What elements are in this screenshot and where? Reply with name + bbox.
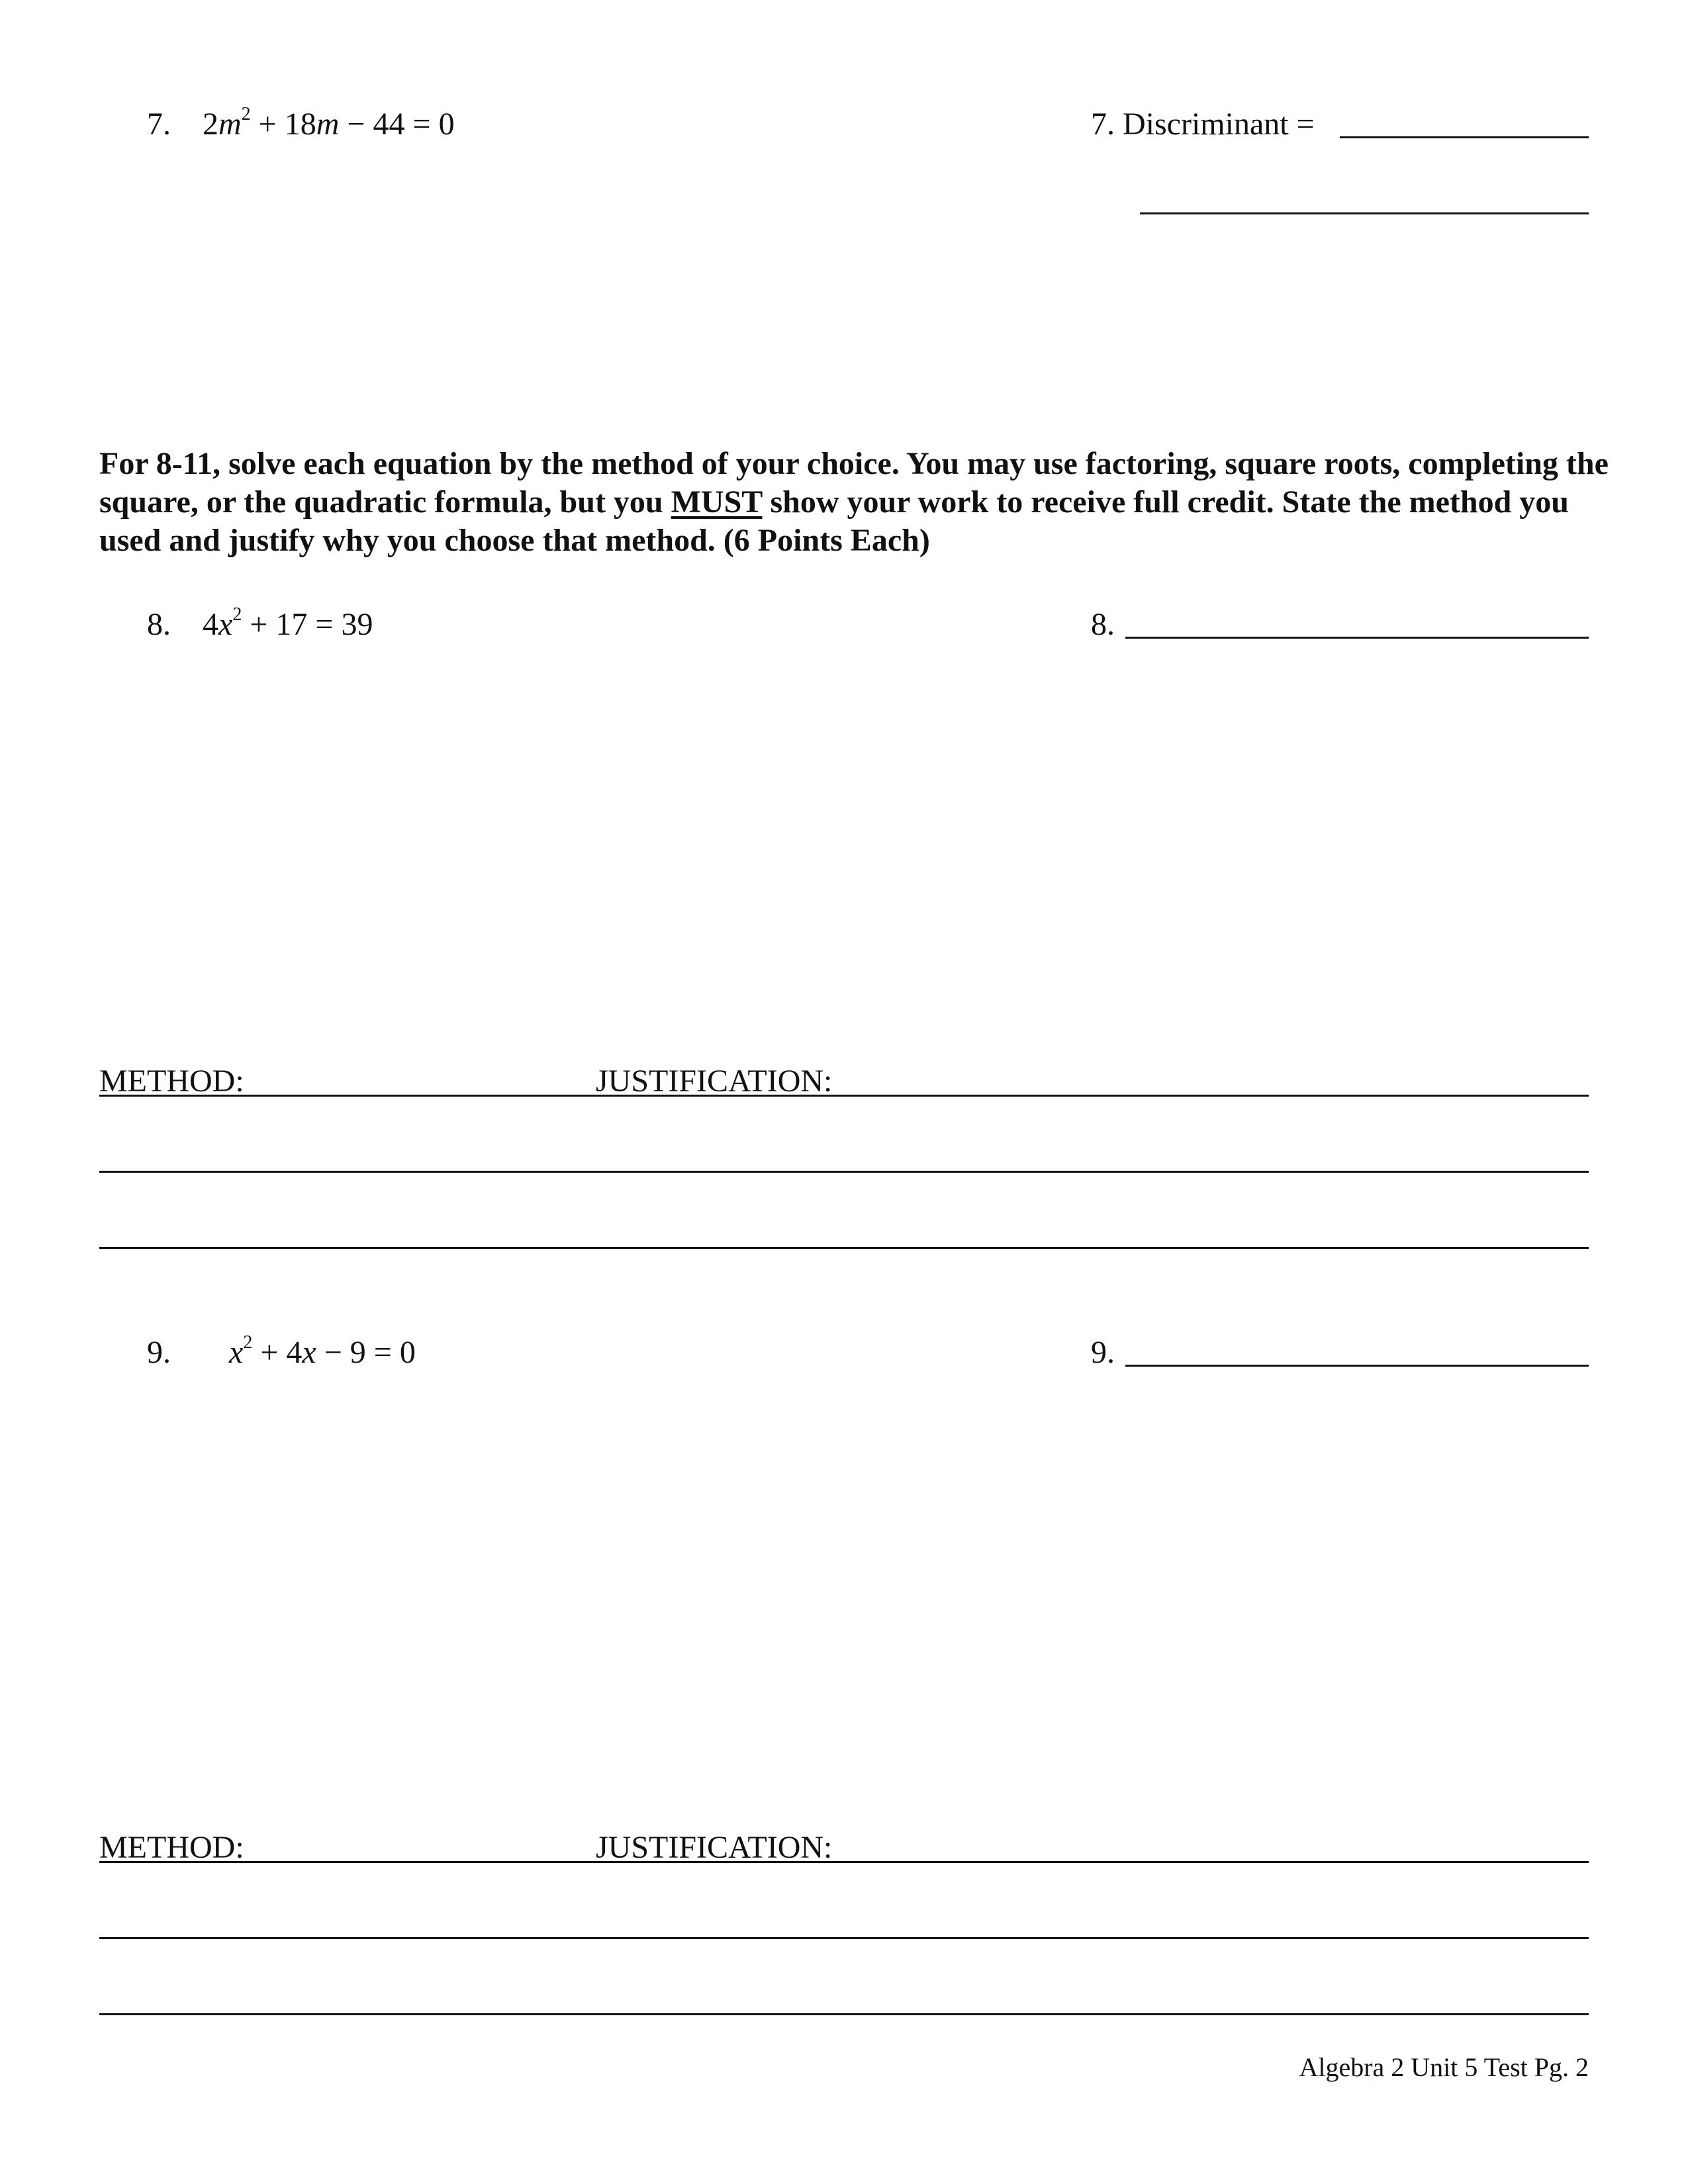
problem-8-justification-line-3[interactable]	[99, 1247, 1589, 1249]
problem-9-justification-label: JUSTIFICATION:	[596, 1830, 833, 1865]
instructions-part1: For 8-11, solve each equation by the method of your choice. You may use factoring, square roots, completing the square, or the quadratic formula, but you	[99, 446, 1609, 520]
problem-9-exp: 2	[243, 1332, 253, 1353]
problem-8-equation	[203, 604, 373, 642]
problem-7-rest-a: + 18	[250, 107, 316, 142]
page-footer: Algebra 2 Unit 5 Test Pg. 2	[1299, 2052, 1589, 2082]
problem-9-rest-a: + 4	[252, 1335, 303, 1370]
problem-8-exp: 2	[232, 604, 242, 625]
problem-9-rest-b: − 9 = 0	[316, 1335, 416, 1370]
problem-8-number: 8.	[147, 607, 171, 642]
problem-8-coef: 4	[203, 607, 218, 642]
problem-7-answer-line[interactable]	[1140, 212, 1589, 214]
problem-8-rest: + 17 = 39	[242, 607, 373, 642]
problem-7-var2: m	[316, 107, 340, 142]
problem-8-answer-label: 8.	[1091, 607, 1115, 642]
instructions-paragraph	[99, 445, 1609, 560]
problem-9-var: x	[229, 1335, 244, 1370]
problem-9-number: 9.	[147, 1335, 171, 1370]
problem-7-exp: 2	[241, 104, 251, 124]
problem-9-equation	[229, 1332, 416, 1370]
problem-8-answer-line[interactable]	[1125, 637, 1589, 639]
problem-8-method-label: METHOD:	[99, 1064, 244, 1099]
instructions-must: MUST	[671, 484, 763, 520]
instructions-part2: show your work to receive full credit. State the method you used and justify why you choose that method. (6 Points Each)	[99, 484, 1569, 558]
problem-7-equation	[203, 104, 455, 142]
problem-8-var: x	[218, 607, 233, 642]
problem-8-method-line[interactable]	[99, 1095, 1589, 1097]
problem-9-justification-line-3[interactable]	[99, 2013, 1589, 2015]
problem-7-var: m	[218, 107, 242, 142]
problem-7-coef: 2	[203, 107, 218, 142]
problem-7-answer-label: 7. Discriminant =	[1091, 107, 1315, 142]
problem-9-method-label: METHOD:	[99, 1830, 244, 1865]
problem-9-method-line[interactable]	[99, 1861, 1589, 1863]
problem-9-answer-label: 9.	[1091, 1335, 1115, 1370]
problem-8-justification-label: JUSTIFICATION:	[596, 1064, 833, 1099]
problem-7-discriminant-answer-line[interactable]	[1340, 136, 1589, 138]
problem-9-var2: x	[302, 1335, 316, 1370]
problem-9-justification-line-2[interactable]	[99, 1937, 1589, 1939]
problem-7-rest-b: − 44 = 0	[339, 107, 455, 142]
problem-7-number: 7.	[147, 107, 171, 142]
problem-8-justification-line-2[interactable]	[99, 1171, 1589, 1173]
problem-9-answer-line[interactable]	[1125, 1365, 1589, 1367]
